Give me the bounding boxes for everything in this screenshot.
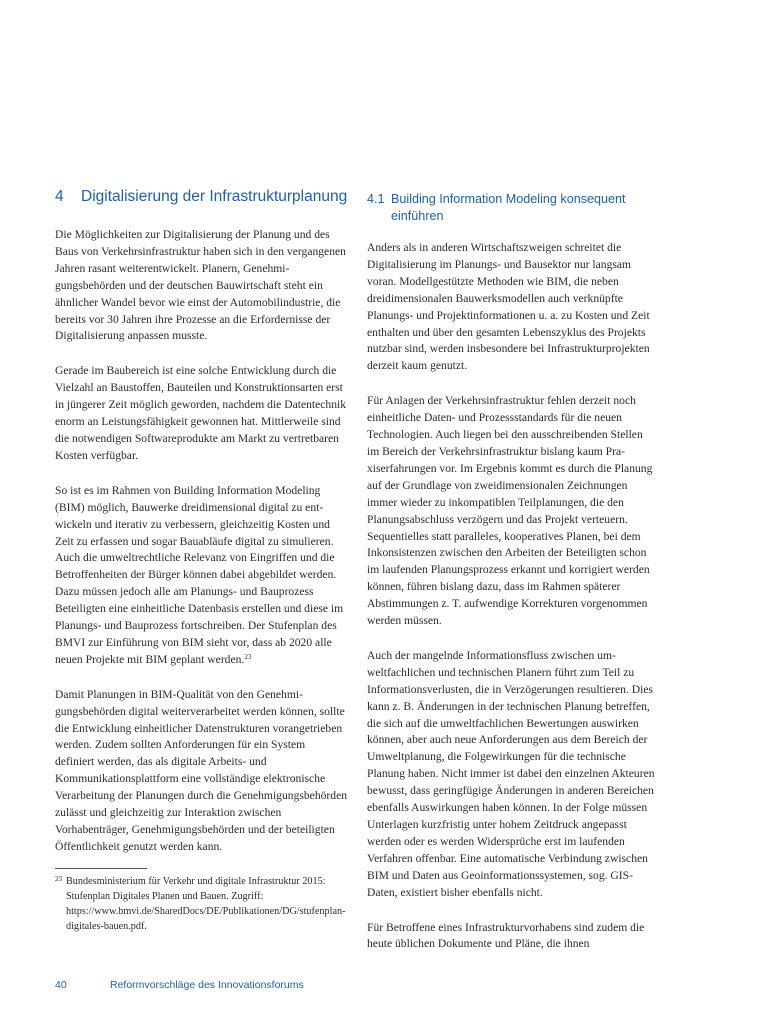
- right-paragraph-1: Anders als in anderen Wirtschaftszweigen schreitet die Digitalisierung im Planungs- und Bausektor nur langsam voran. Modellgestützte Methoden wie BIM, die neben dreidimensionalen Bauwerksmodellen auch verknüpfte Planungs- und Projektinformationen u. a. zu Kosten und Zeit enthalten und über den gesamten Lebenszyklus des Projekts nutzbar sind, werden insbesondere bei Infrastrukturprojekten derzeit kaum genutzt.: [367, 241, 650, 373]
- footnote: [55, 874, 350, 934]
- chapter-heading: [55, 188, 355, 206]
- chapter-number: 4: [55, 188, 64, 205]
- footnote-mark: 23: [55, 875, 62, 883]
- chapter-title: Digitalisierung der Infrastrukturplanung: [81, 188, 348, 205]
- section-title-line2: einführen: [391, 209, 444, 223]
- right-paragraph-4: Für Betroffene eines Infrastrukturvorhabens sind zudem die heute üblichen Dokumente und Pläne, die ihnen: [367, 920, 645, 951]
- left-paragraph-2: Gerade im Baubereich ist eine solche Entwicklung durch die Vielzahl an Baustoffen, Bauteilen und Konstruktionsarten erst in jüngerer Zeit möglich geworden, nachdem die Datentechnik enorm an Leistungsfähigkeit gewonnen hat. Mittlerweile sind die notwendigen Softwareprodukte am Markt zu vertretbaren Kosten verfügbar.: [55, 364, 347, 462]
- left-column: [55, 227, 347, 874]
- left-paragraph-3-text: So ist es im Rahmen von Building Information Modeling (BIM) möglich, Bauwerke dreidimensional digital zu entwickeln und iterativ zu verbessern, gleichzeitig Kosten und Zeit zu erfassen und sogar Bauabläufe digital zu simulieren. Auch die umweltrechtliche Relevanz von Eingriffen und die Betroffenheiten der Bürger können dabei abgebildet werden. Dazu müssen jedoch alle am Planungs- und Bauprozess Beteiligten eine einheitliche Datenbasis erstellen und diese im Planungs- und Bauprozess fortschreiben. Der Stufenplan des BMVI zur Einführung von BIM sieht vor, dass ab 2020 alle neuen Projekte mit BIM geplant werden.: [55, 483, 344, 666]
- section-number: 4.1: [367, 192, 385, 206]
- section-title-line1: Building Information Modeling konsequent: [391, 192, 626, 206]
- right-column: [367, 240, 655, 971]
- page-number: 40: [55, 979, 67, 991]
- left-paragraph-3: [55, 483, 347, 669]
- footnote-divider: [55, 868, 147, 869]
- footer-series-title: Reformvorschläge des Innovationsforums: [110, 979, 304, 991]
- right-paragraph-3: Auch der mangelnde Informationsfluss zwischen umweltfachlichen und technischen Planern führt zum Teil zu Informationsverlusten, die in Verzögerungen resultieren. Dies kann z. B. Änderungen in der technischen Planung betreffen, die sich auf die umweltfachlichen Bewertungen auswirken können, aber auch neue Anforderungen aus dem Bereich der Umweltplanung, die Folgewirkungen für die technische Planung haben. Nicht immer ist dabei den einzelnen Akteuren bewusst, dass geringfügige Änderungen in anderen Bereichen ebenfalls Auswirkungen haben können. In der Folge müssen Unterlagen kurzfristig unter hohem Zeitdruck angepasst werden oder es werden Widersprüche erst im laufenden Verfahren offenbar. Eine automatische Verbindung zwischen BIM und Daten aus Geoinformationssystemen, sog. GIS-Daten, existiert bisher ebenfalls nicht.: [367, 648, 655, 899]
- left-paragraph-1: Die Möglichkeiten zur Digitalisierung der Planung und des Baus von Verkehrsinfrastruktur haben sich in den vergangenen Jahren rasant weiterentwickelt. Planern, Genehmigungsbehörden und der deutschen Bauwirtschaft steht ein ähnlicher Wandel bevor wie einst der Automobilindustrie, die bereits vor 30 Jahren ihre Prozesse an die Erfordernisse der Digitalisierung anpassen musste.: [55, 228, 346, 343]
- footnote-text: Bundesministerium für Verkehr und digitale Infrastruktur 2015: Stufenplan Digitales Planen und Bauen. Zugriff: https://www.bmvi.de/SharedDocs/DE/Publikationen/DG/stufenplan-digitales-bauen.pdf.: [66, 876, 346, 932]
- right-paragraph-2: Für Anlagen der Verkehrsinfrastruktur fehlen derzeit noch einheitliche Daten- und Prozessstandards für die neuen Technologien. Auch liegen bei den ausschreibenden Stellen im Bereich der Verkehrsinfrastruktur bislang kaum Praxiserfahrungen vor. Im Ergebnis kommt es durch die Planung auf der Grundlage von zweidimensionalen Zeichnungen immer wieder zu inkompatiblen Teilplanungen, die den Planungsabschluss verzögern und das Projekt verteuern. Sequentielles statt paralleles, kooperatives Planen, bei dem Inkonsistenzen zwischen den Arbeiten der Beteiligten schon im laufenden Planungsprozess erkannt und korrigiert werden können, führen bislang dazu, dass im Rahmen späterer Abstimmungen z. T. aufwendige Korrekturen vorgenommen werden müssen.: [367, 394, 653, 628]
- section-heading: [367, 191, 657, 225]
- footnote-reference[interactable]: 23: [244, 652, 252, 661]
- left-paragraph-4: Damit Planungen in BIM-Qualität von den Genehmigungsbehörden digital weiterverarbeitet werden können, sollte die Entwicklung einheitlicher Datenstrukturen vorangetrieben werden. Zudem sollten Anforderungen für ein System definiert werden, das als digitale Arbeits- und Kommunikationsplattform eine vollständige elektronische Verarbeitung der Planungen durch die Genehmigungsbehörden zulässt und gleichzeitig zur Interaktion zwischen Vorhabenträger, Genehmigungsbehörden und der beteiligten Öffentlichkeit genutzt werden kann.: [55, 687, 348, 853]
